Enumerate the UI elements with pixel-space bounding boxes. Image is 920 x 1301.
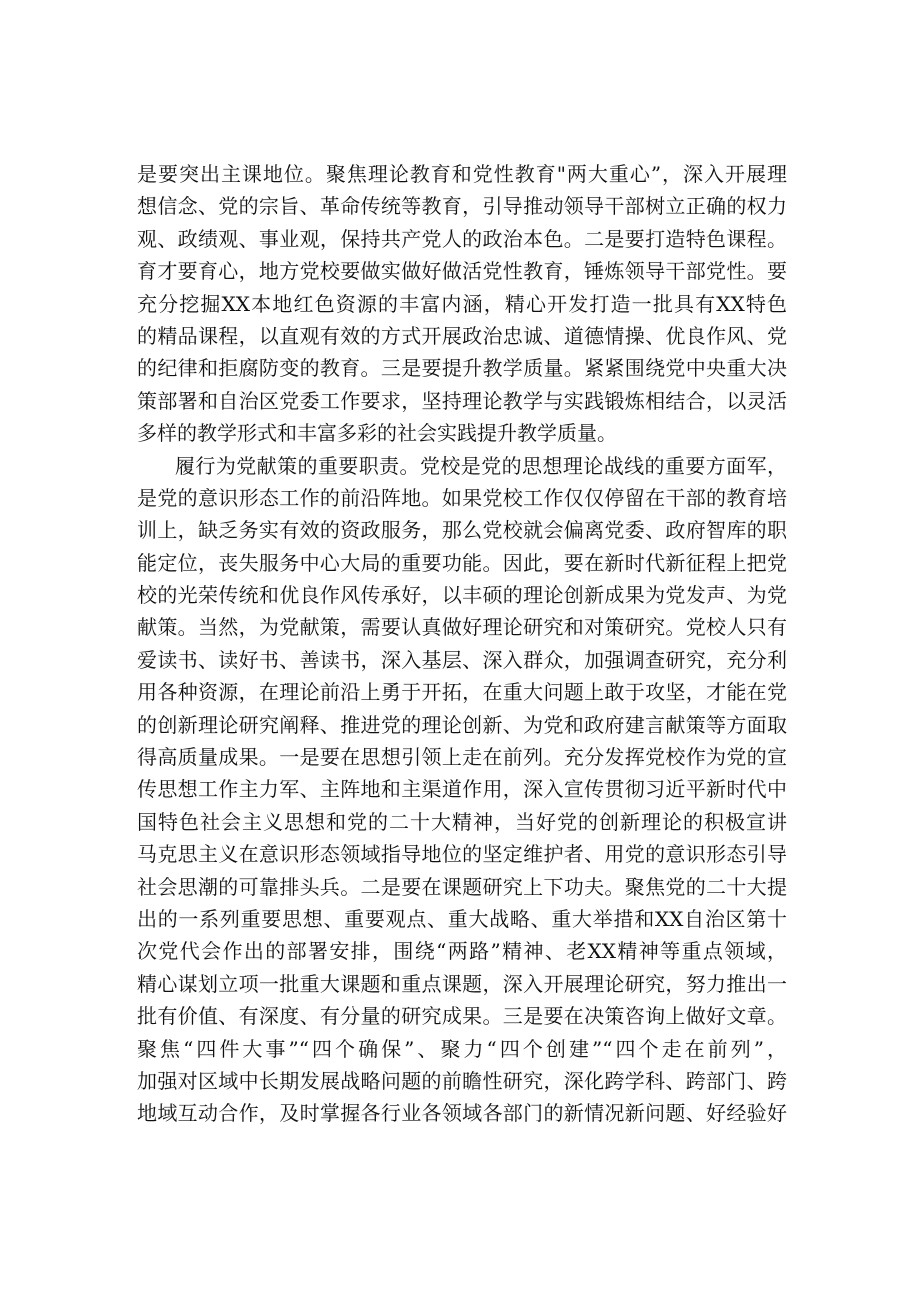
text-line: 充分挖掘XX本地红色资源的丰富内涵，精心开发打造一批具有XX特色 bbox=[137, 291, 787, 316]
text-line: 传思想工作主力军、主阵地和主渠道作用，深入宣传贯彻习近平新时代中 bbox=[137, 777, 787, 802]
paragraph-main-course bbox=[137, 158, 787, 450]
text-line: 多样的教学形式和丰富多彩的社会实践提升教学质量。 bbox=[137, 421, 617, 446]
text-line: 训上，缺乏务实有效的资政服务，那么党校就会偏离党委、政府智库的职 bbox=[137, 518, 787, 543]
text-line: 履行为党献策的重要职责。党校是党的思想理论战线的重要方面军， bbox=[175, 453, 787, 478]
paragraph-advisory-duty bbox=[137, 450, 787, 1130]
text-line: 次党代会作出的部署安排，围绕“两路”精神、老XX精神等重点领域， bbox=[137, 939, 787, 964]
text-line: 国特色社会主义思想和党的二十大精神，当好党的创新理论的积极宣讲 bbox=[137, 809, 787, 834]
text-line: 献策。当然，为党献策，需要认真做好理论研究和对策研究。党校人只有 bbox=[137, 615, 787, 640]
text-line: 校的光荣传统和优良作风传承好，以丰硕的理论创新成果为党发声、为党 bbox=[137, 583, 787, 608]
text-line: 马克思主义在意识形态领域指导地位的坚定维护者、用党的意识形态引导 bbox=[137, 842, 787, 867]
text-line: 用各种资源，在理论前沿上勇于开拓，在重大问题上敢于攻坚，才能在党 bbox=[137, 680, 787, 705]
text-line: 是要突出主课地位。聚焦理论教育和党性教育"两大重心”，深入开展理 bbox=[137, 162, 787, 186]
text-line: 想信念、党的宗旨、革命传统等教育，引导推动领导干部树立正确的权力 bbox=[137, 194, 787, 219]
text-line: 出的一系列重要思想、重要观点、重大战略、重大举措和XX自治区第十 bbox=[137, 906, 787, 931]
text-line: 策部署和自治区党委工作要求，坚持理论教学与实践锻炼相结合，以灵活 bbox=[137, 388, 787, 413]
text-line: 爱读书、读好书、善读书，深入基层、深入群众，加强调查研究，充分利 bbox=[137, 647, 787, 672]
text-line: 社会思潮的可靠排头兵。二是要在课题研究上下功夫。聚焦党的二十大提 bbox=[137, 874, 787, 899]
text-line: 批有价值、有深度、有分量的研究成果。三是要在决策咨询上做好文章。 bbox=[137, 1004, 787, 1029]
text-line: 的创新理论研究阐释、推进党的理论创新、为党和政府建言献策等方面取 bbox=[137, 712, 787, 737]
text-line: 加强对区域中长期发展战略问题的前瞻性研究，深化跨学科、跨部门、跨 bbox=[137, 1068, 787, 1093]
text-line: 地域互动合作，及时掌握各行业各领域各部门的新情况新问题、好经验好 bbox=[137, 1101, 787, 1126]
document-body bbox=[137, 158, 787, 1130]
text-line: 育才要育心，地方党校要做实做好做活党性教育，锤炼领导干部党性。要 bbox=[137, 259, 787, 284]
text-line: 能定位，丧失服务中心大局的重要功能。因此，要在新时代新征程上把党 bbox=[137, 550, 787, 575]
text-line: 观、政绩观、事业观，保持共产党人的政治本色。二是要打造特色课程。 bbox=[137, 226, 787, 251]
text-line: 是党的意识形态工作的前沿阵地。如果党校工作仅仅停留在干部的教育培 bbox=[137, 485, 787, 510]
text-line: 精心谋划立项一批重大课题和重点课题，深入开展理论研究，努力推出一 bbox=[137, 971, 787, 996]
text-line: 聚焦“四件大事”“四个确保”、聚力“四个创建”“四个走在前列”， bbox=[137, 1036, 787, 1061]
text-line: 得高质量成果。一是要在思想引领上走在前列。充分发挥党校作为党的宣 bbox=[137, 745, 787, 770]
text-line: 的纪律和拒腐防变的教育。三是要提升教学质量。紧紧围绕党中央重大决 bbox=[137, 356, 787, 381]
text-line: 的精品课程，以直观有效的方式开展政治忠诚、道德情操、优良作风、党 bbox=[137, 323, 787, 348]
